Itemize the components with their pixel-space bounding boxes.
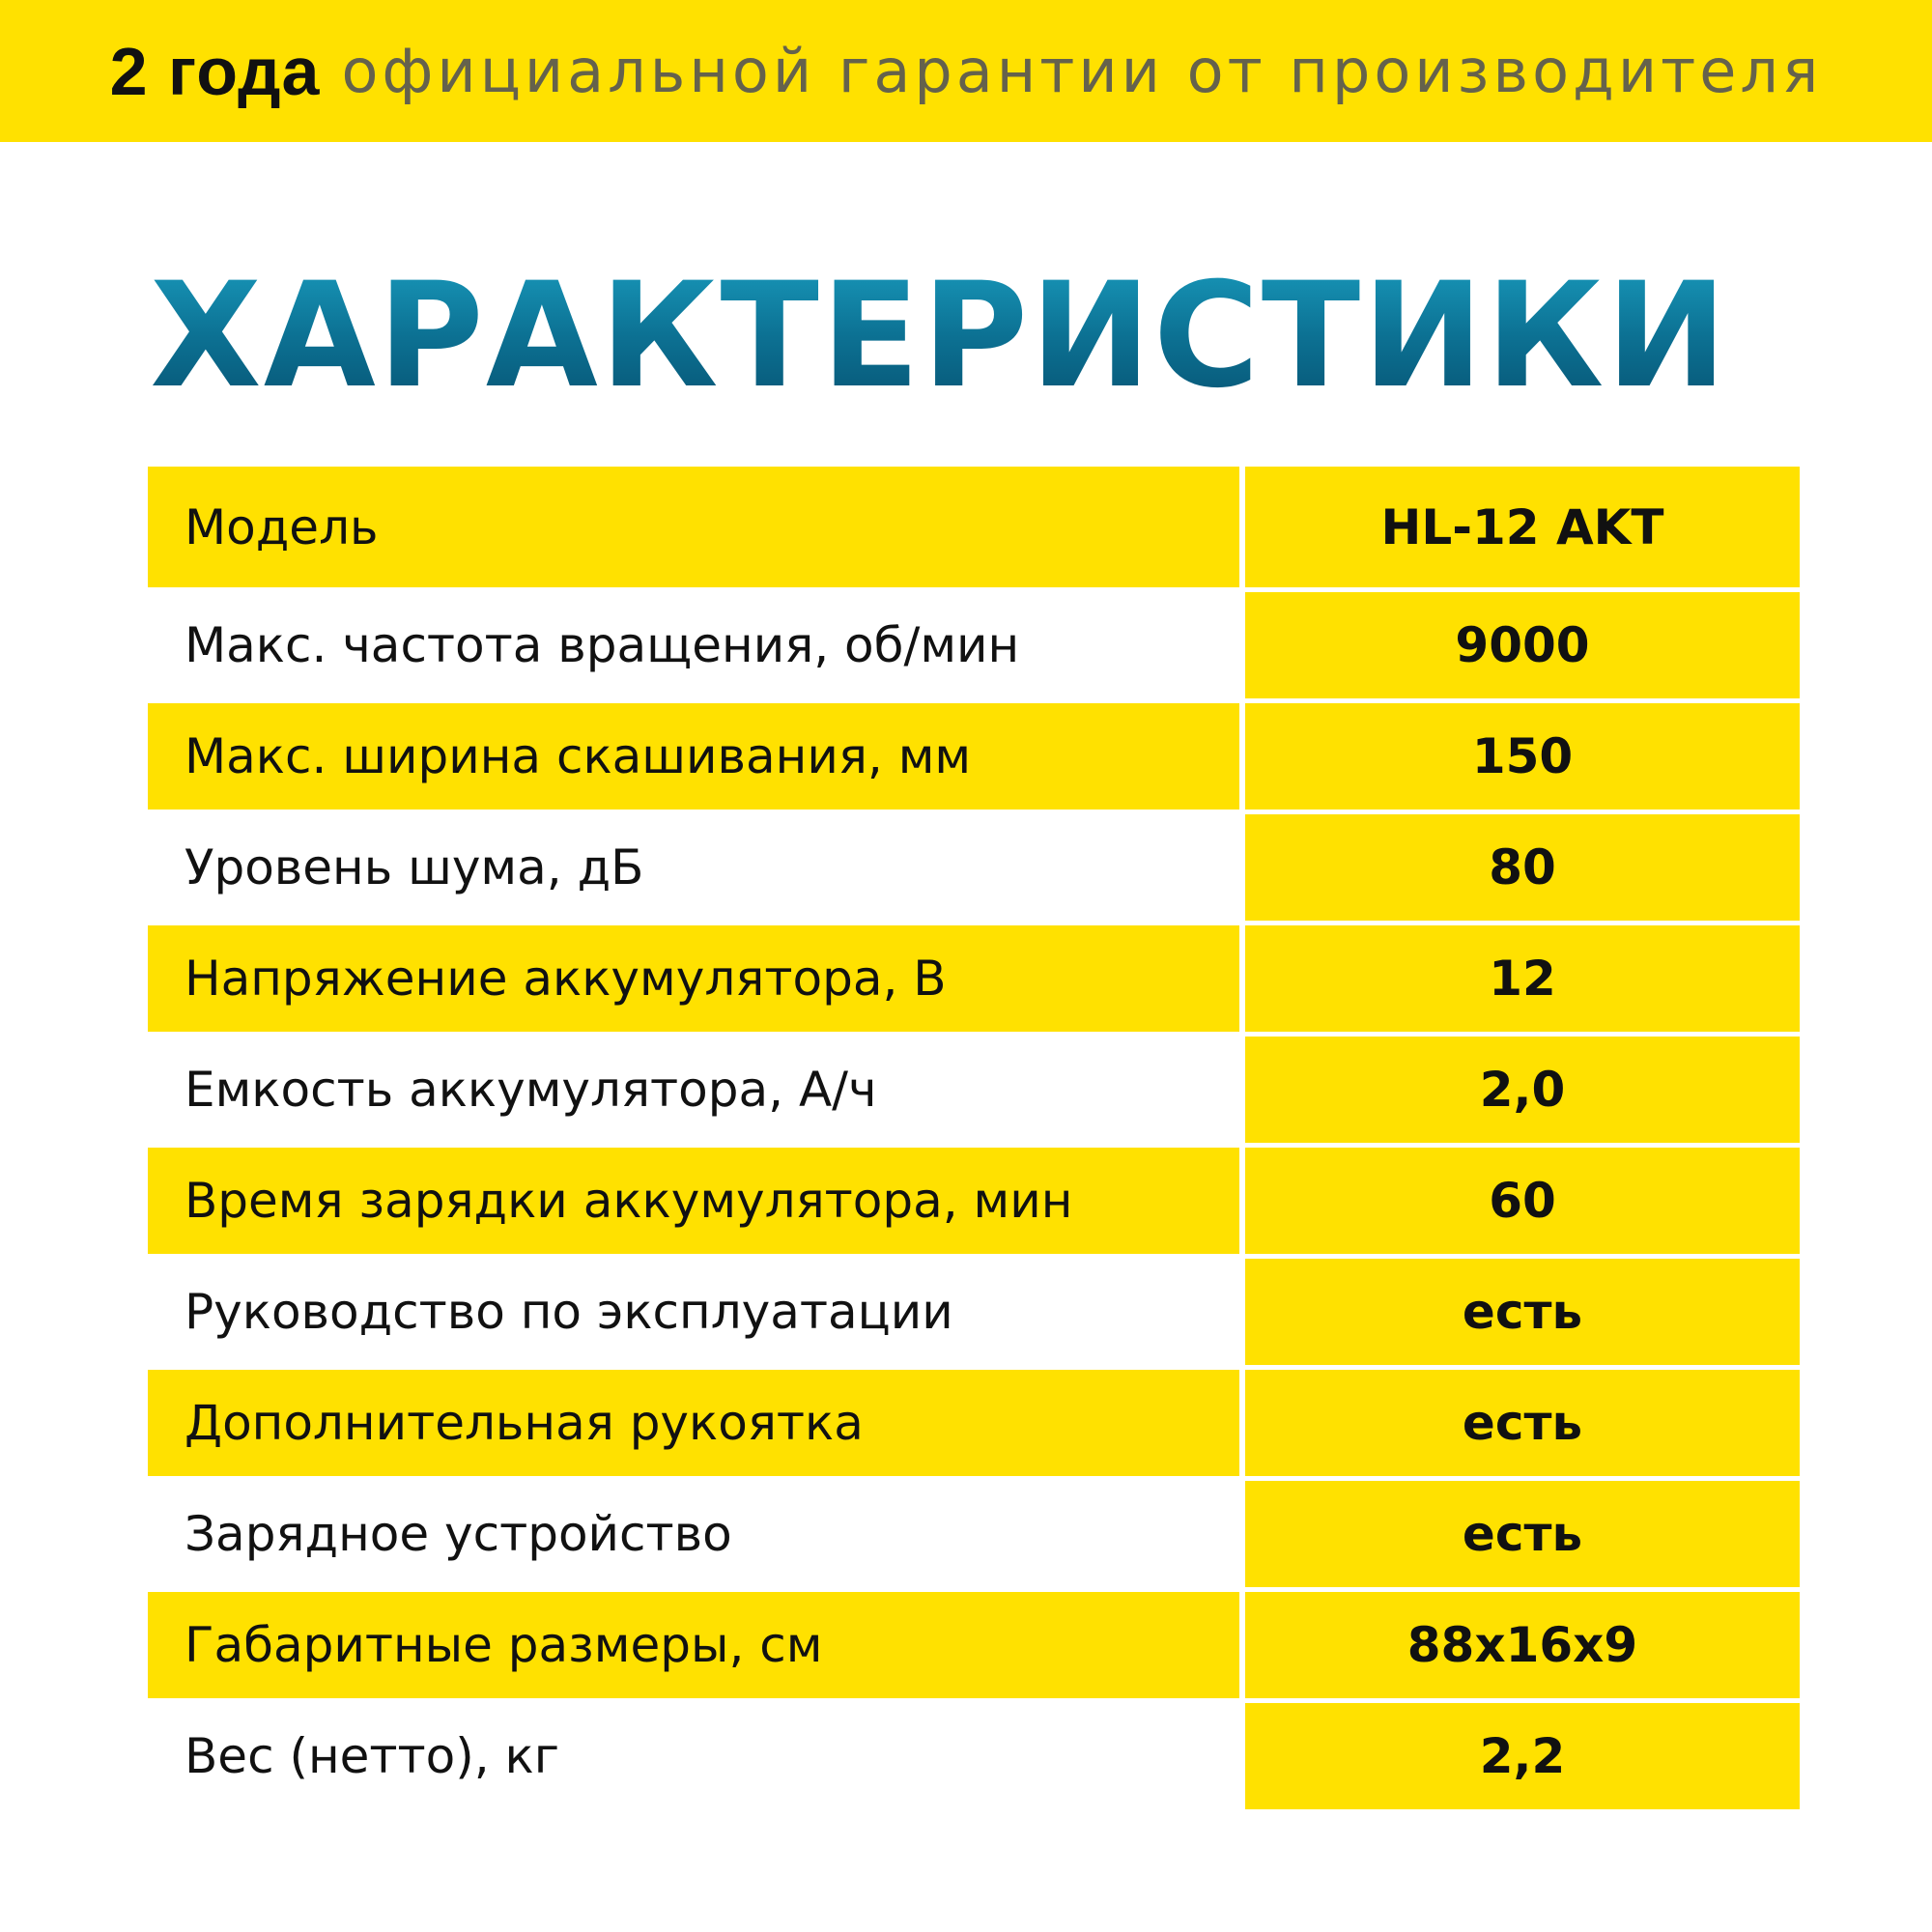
spec-name: Макс. частота вращения, об/мин: [185, 617, 1020, 673]
spec-value: 2,2: [1245, 1703, 1800, 1809]
spec-value: есть: [1245, 1259, 1800, 1365]
spec-name: Емкость аккумулятора, А/ч: [185, 1062, 877, 1118]
spec-value: 9000: [1245, 592, 1800, 698]
spec-name: Уровень шума, дБ: [185, 839, 644, 895]
spec-row-noise-level: [148, 814, 1800, 921]
spec-name: Дополнительная рукоятка: [148, 1370, 1239, 1476]
spec-value: HL-12 AKT: [1245, 467, 1800, 587]
spec-name: Вес (нетто), кг: [185, 1728, 560, 1784]
spec-value: 80: [1245, 814, 1800, 921]
spec-row-cutting-width: [148, 703, 1800, 810]
spec-value: 2,0: [1245, 1037, 1800, 1143]
spec-row-charge-time: [148, 1148, 1800, 1254]
warranty-description: официальной гарантии от производителя: [341, 36, 1823, 106]
spec-value: есть: [1245, 1481, 1800, 1587]
spec-row-rpm: [148, 592, 1800, 698]
spec-name: Руководство по эксплуатации: [185, 1284, 953, 1340]
specs-table: [148, 467, 1800, 1814]
warranty-duration: 2 года: [109, 33, 321, 109]
spec-name: Модель: [148, 467, 1239, 587]
page-title: ХАРАКТЕРИСТИКИ: [0, 249, 1932, 423]
spec-row-manual: [148, 1259, 1800, 1365]
spec-row-dimensions: [148, 1592, 1800, 1698]
spec-row-battery-voltage: [148, 925, 1800, 1032]
spec-row-model: [148, 467, 1800, 587]
spec-row-battery-capacity: [148, 1037, 1800, 1143]
spec-name: Время зарядки аккумулятора, мин: [148, 1148, 1239, 1254]
spec-name: Макс. ширина скашивания, мм: [148, 703, 1239, 810]
spec-name: Габаритные размеры, см: [148, 1592, 1239, 1698]
spec-value: есть: [1245, 1370, 1800, 1476]
spec-row-charger: [148, 1481, 1800, 1587]
spec-value: 150: [1245, 703, 1800, 810]
spec-value: 88x16x9: [1245, 1592, 1800, 1698]
spec-name: Зарядное устройство: [185, 1506, 732, 1562]
warranty-banner: [0, 0, 1932, 142]
spec-row-weight: [148, 1703, 1800, 1809]
spec-name: Напряжение аккумулятора, В: [148, 925, 1239, 1032]
spec-row-extra-handle: [148, 1370, 1800, 1476]
spec-value: 12: [1245, 925, 1800, 1032]
spec-value: 60: [1245, 1148, 1800, 1254]
